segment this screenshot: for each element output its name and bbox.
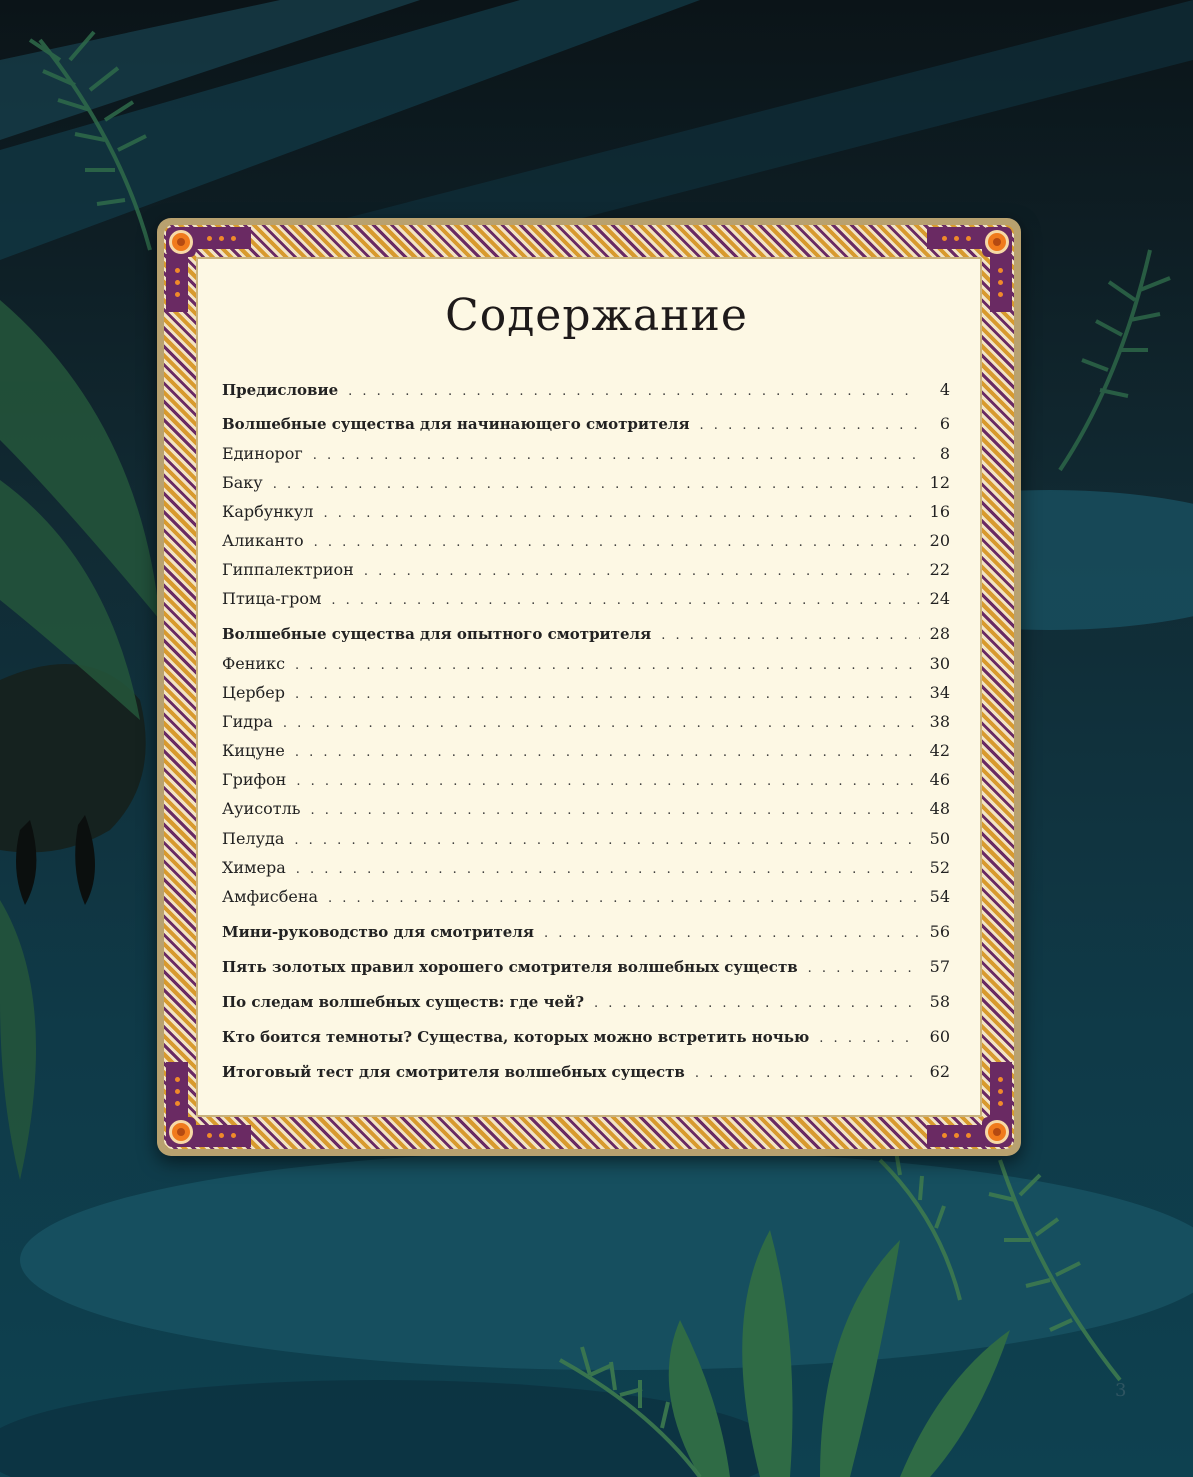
toc-entry-label: Единорог (222, 444, 303, 463)
toc-entry-label: Волшебные существа для начинающего смотрителя (222, 415, 690, 433)
toc-entry-page: 6 (939, 414, 950, 433)
toc-entry-label: По следам волшебных существ: где чей? (222, 993, 584, 1011)
toc-entry-page: 46 (929, 770, 950, 789)
toc-entry-label: Предисловие (222, 381, 339, 399)
toc-leader (294, 833, 920, 848)
toc-entry-label: Баку (222, 473, 263, 492)
toc-leader (296, 774, 920, 789)
toc-entry-label: Ауисотль (222, 799, 301, 818)
toc-entry-page: 38 (929, 712, 950, 731)
toc-entry-page: 56 (929, 922, 950, 941)
toc-leader (295, 745, 920, 760)
toc-leader (695, 1066, 920, 1081)
toc-entry-label: Пелуда (222, 829, 285, 848)
toc-entry[interactable] (222, 624, 950, 650)
toc-entry[interactable] (222, 502, 950, 528)
toc-entry-label: Гидра (222, 712, 273, 731)
toc-leader (311, 803, 920, 818)
toc-entry-label: Птица-гром (222, 589, 322, 608)
toc-entry[interactable] (222, 829, 950, 855)
toc-entry-page: 54 (929, 887, 950, 906)
toc-entry-page: 30 (929, 654, 950, 673)
toc-leader (544, 926, 920, 941)
toc-entry-page: 22 (929, 560, 950, 579)
toc-entry-label: Цербер (222, 683, 286, 702)
toc-entry[interactable] (222, 712, 950, 738)
toc-entry[interactable] (222, 683, 950, 709)
toc-entry-page: 62 (929, 1062, 950, 1081)
toc-leader (296, 862, 920, 877)
toc-entry-label: Мини-руководство для смотрителя (222, 923, 534, 941)
toc-entry-page: 8 (939, 444, 950, 463)
toc-entry-page: 57 (929, 957, 950, 976)
page-number: 3 (1115, 1380, 1127, 1401)
toc-entry-page: 34 (929, 683, 950, 702)
toc-leader (314, 535, 920, 550)
toc-entry-page: 24 (929, 589, 950, 608)
toc-leader (313, 448, 920, 463)
corner-medallion-icon (169, 230, 193, 254)
toc-entry[interactable] (222, 887, 950, 913)
toc-entry-label: Кицуне (222, 741, 285, 760)
toc-entry[interactable] (222, 589, 950, 615)
toc-entry-page: 48 (929, 799, 950, 818)
toc-entry-label: Карбункул (222, 502, 314, 521)
toc-entry[interactable] (222, 560, 950, 586)
toc-leader (594, 996, 920, 1011)
toc-entry-label: Пять золотых правил хорошего смотрителя волшебных существ (222, 958, 798, 976)
corner-medallion-icon (985, 230, 1009, 254)
toc-entry[interactable] (222, 531, 950, 557)
toc-entry-label: Амфисбена (222, 887, 319, 906)
toc-entry-page: 58 (929, 992, 950, 1011)
page-title: Содержание (445, 290, 748, 341)
toc-entry[interactable] (222, 922, 950, 948)
toc-leader (295, 687, 920, 702)
toc-leader (700, 418, 920, 433)
toc-entry-page: 4 (939, 380, 950, 399)
toc-entry-page: 60 (929, 1027, 950, 1046)
toc-entry[interactable] (222, 741, 950, 767)
toc-entry[interactable] (222, 1027, 950, 1053)
toc-entry-page: 42 (929, 741, 950, 760)
toc-entry[interactable] (222, 654, 950, 680)
toc-leader (661, 628, 920, 643)
corner-medallion-icon (169, 1120, 193, 1144)
toc-leader (348, 384, 920, 399)
toc-leader (364, 564, 920, 579)
toc-leader (323, 506, 920, 521)
toc-entry-label: Волшебные существа для опытного смотрителя (222, 625, 652, 643)
corner-medallion-icon (985, 1120, 1009, 1144)
toc-entry[interactable] (222, 770, 950, 796)
toc-entry-label: Аликанто (222, 531, 304, 550)
toc-entry[interactable] (222, 858, 950, 884)
toc-entry-page: 20 (929, 531, 950, 550)
toc-entry[interactable] (222, 380, 950, 406)
toc-entry-page: 12 (929, 473, 950, 492)
toc-entry-label: Кто боится темноты? Существа, которых можно встретить ночью (222, 1028, 810, 1046)
toc-entry-label: Итоговый тест для смотрителя волшебных существ (222, 1063, 685, 1081)
toc-entry[interactable] (222, 1062, 950, 1088)
toc-entry[interactable] (222, 473, 950, 499)
toc-entry-label: Гиппалектрион (222, 560, 354, 579)
toc-entry-page: 50 (929, 829, 950, 848)
toc-leader (295, 658, 920, 673)
toc-entry-page: 16 (929, 502, 950, 521)
toc-leader (283, 716, 920, 731)
toc-entry-label: Феникс (222, 654, 286, 673)
toc-leader (819, 1031, 920, 1046)
toc-entry-label: Химера (222, 858, 286, 877)
toc-entry[interactable] (222, 414, 950, 440)
toc-entry[interactable] (222, 957, 950, 983)
toc-entry[interactable] (222, 799, 950, 825)
toc-entry-page: 52 (929, 858, 950, 877)
toc-entry-page: 28 (929, 624, 950, 643)
toc-entry[interactable] (222, 992, 950, 1018)
toc-leader (331, 593, 920, 608)
toc-leader (808, 961, 920, 976)
toc-leader (328, 891, 920, 906)
toc-entry-label: Грифон (222, 770, 287, 789)
toc-entry[interactable] (222, 444, 950, 470)
toc-leader (273, 477, 920, 492)
